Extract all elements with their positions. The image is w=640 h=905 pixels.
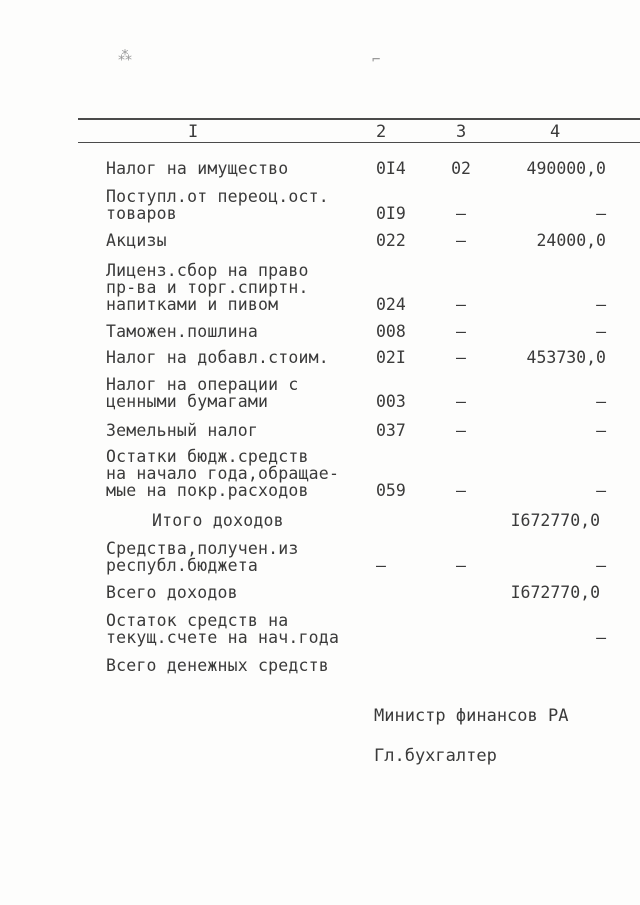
- row-amount: –: [596, 481, 606, 500]
- row-subcode: –: [456, 392, 466, 411]
- row-label: Поступл.от переоц.ост. товаров: [106, 187, 329, 223]
- row-subcode: –: [456, 556, 466, 575]
- row-subcode: –: [456, 322, 466, 341]
- row-amount: I672770,0: [510, 511, 600, 530]
- row-subcode: –: [456, 231, 466, 250]
- row-code: 02I: [376, 348, 406, 367]
- row-label: Остаток средств на текущ.счете на нач.года: [106, 611, 340, 647]
- row-code: 024: [376, 295, 406, 314]
- row-amount: 24000,0: [536, 231, 606, 250]
- row-code: 0I4: [376, 159, 406, 178]
- row-code: 003: [376, 392, 406, 411]
- stray-mark: ⁂: [118, 48, 132, 64]
- row-code: 059: [376, 481, 406, 500]
- row-label: Остатки бюдж.средств на начало года,обращае- мые на покр.расходов: [106, 447, 340, 500]
- row-code: 0I9: [376, 204, 406, 223]
- row-label: Всего денежных средств: [106, 656, 329, 675]
- row-amount: –: [596, 421, 606, 440]
- row-amount: 453730,0: [526, 348, 606, 367]
- row-label: Всего доходов: [106, 583, 238, 602]
- column-header-3: 3: [456, 122, 467, 142]
- row-subcode: –: [456, 204, 466, 223]
- row-amount: –: [596, 392, 606, 411]
- table-header-rule: [78, 142, 640, 143]
- stray-mark: ⌐: [372, 52, 381, 68]
- row-label: Налог на добавл.стоим.: [106, 348, 329, 367]
- row-amount: –: [596, 556, 606, 575]
- row-amount: 490000,0: [526, 159, 606, 178]
- minister-signature-line: Министр финансов РА: [374, 706, 569, 726]
- column-header-4: 4: [550, 122, 561, 142]
- row-amount: –: [596, 322, 606, 341]
- row-subcode: –: [456, 421, 466, 440]
- row-label: Налог на имущество: [106, 159, 289, 178]
- table-top-rule: [78, 118, 640, 120]
- row-code: 037: [376, 421, 406, 440]
- row-code: 008: [376, 322, 406, 341]
- row-code: 022: [376, 231, 406, 250]
- row-label: Лиценз.сбор на право пр-ва и торг.спиртн. напитками и пивом: [106, 261, 309, 314]
- row-amount: I672770,0: [510, 583, 600, 602]
- row-subcode: –: [456, 295, 466, 314]
- row-amount: –: [596, 204, 606, 223]
- row-label: Итого доходов: [152, 511, 284, 530]
- row-amount: –: [596, 628, 606, 647]
- row-label: Средства,получен.из республ.бюджета: [106, 539, 299, 575]
- column-header-1: I: [188, 122, 199, 142]
- column-header-2: 2: [376, 122, 387, 142]
- row-subcode: –: [456, 481, 466, 500]
- accountant-signature-line: Гл.бухгалтер: [374, 746, 497, 766]
- row-label: Земельный налог: [106, 421, 259, 440]
- row-amount: –: [596, 295, 606, 314]
- row-subcode: 02: [451, 159, 471, 178]
- row-code: –: [376, 556, 386, 575]
- row-subcode: –: [456, 348, 466, 367]
- row-label: Акцизы: [106, 231, 167, 250]
- row-label: Таможен.пошлина: [106, 322, 259, 341]
- row-label: Налог на операции с ценными бумагами: [106, 375, 299, 411]
